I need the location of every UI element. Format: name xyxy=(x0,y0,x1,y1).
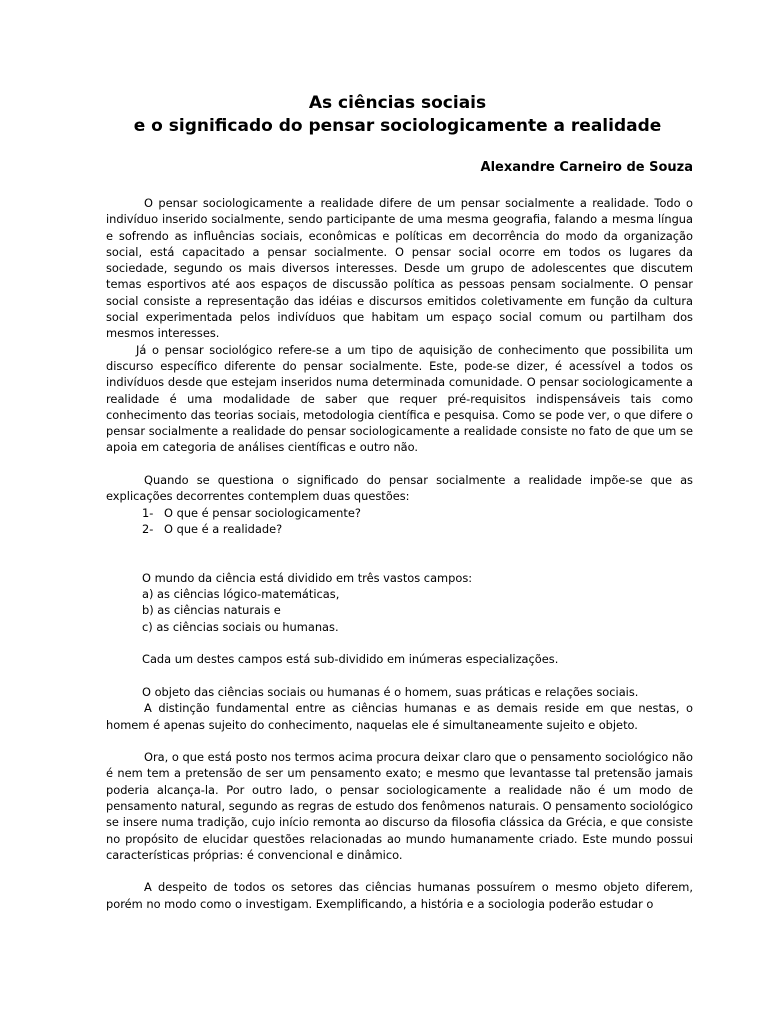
questions-list xyxy=(106,505,693,538)
title-line-2: e o significado do pensar sociologicamente a realidade xyxy=(133,116,662,136)
document-title xyxy=(100,92,695,138)
paragraph-8: Ora, o que está posto nos termos acima procura deixar claro que o pensamento sociológico não é nem tem a pretensão de ser um pensamento exato; e mesmo que levantasse tal pretensão jamais poderia alcança-la. Por outro lado, o pensar sociologicamente a realidade não é um modo de pensamento natural, segundo as regras de estudo dos fenômenos naturais. O pensamento sociológico se insere numa tradição, cujo início remonta ao discurso da filosofia clássica da Grécia, e que consiste no propósito de elucidar questões relacionadas ao mundo humanamente criado. Este mundo possui características próprias: é convencional e dinâmico. xyxy=(106,750,693,862)
list-number: 1- xyxy=(142,505,154,520)
list-item: c) as ciências sociais ou humanas. xyxy=(142,619,339,634)
paragraph-5: Cada um destes campos está sub-dividido em inúmeras especializações. xyxy=(142,652,559,667)
list-item xyxy=(106,521,693,537)
paragraph-4: O mundo da ciência está dividido em três vastos campos: xyxy=(142,570,473,585)
paragraph-2: Já o pensar sociológico refere-se a um tipo de aquisição de conhecimento que possibilita um discurso específico diferente do pensar socialmente. Este, pode-se dizer, é acessível a todos os indivíduos desde que estejam inseridos numa determinada comunidade. O pensar sociologicamente a realidade é uma modalidade de saber que requer pré-requisitos indispensáveis tais como conhecimento das teorias sociais, metodologia científica e pesquisa. Como se pode ver, o que difere o pensar socialmente a realidade do pensar sociologicamente a realidade consiste no fato de que um se apoia em categoria de análises científicas e outro não. xyxy=(106,342,693,455)
list-item: a) as ciências lógico-matemáticas, xyxy=(142,587,340,602)
list-item xyxy=(106,505,693,521)
paragraph-3: Quando se questiona o significado do pensar socialmente a realidade impõe-se que as explicações decorrentes contemplem duas questões: xyxy=(106,473,693,504)
list-text: O que é a realidade? xyxy=(164,521,283,536)
list-number: 2- xyxy=(142,521,154,536)
list-text: O que é pensar sociologicamente? xyxy=(164,505,361,520)
paragraph-6: O objeto das ciências sociais ou humanas é o homem, suas práticas e relações sociais. xyxy=(142,684,639,699)
document-body xyxy=(106,195,693,912)
paragraph-7: A distinção fundamental entre as ciências humanas e as demais reside em que nestas, o homem é apenas sujeito do conhecimento, naquelas ele é simultaneamente sujeito e objeto. xyxy=(106,701,693,732)
author-name: Alexandre Carneiro de Souza xyxy=(480,160,693,175)
title-line-1: As ciências sociais xyxy=(308,93,487,113)
list-item: b) as ciências naturais e xyxy=(142,603,281,618)
paragraph-9: A despeito de todos os setores das ciências humanas possuírem o mesmo objeto diferem, porém no modo como o investigam. Exemplificando, a história e a sociologia poderão estudar o xyxy=(106,880,693,911)
paragraph-1: O pensar sociologicamente a realidade difere de um pensar socialmente a realidade. Todo o indivíduo inserido socialmente, sendo participante de uma mesma geografia, falando a mesma língua e sofrendo as influências sociais, econômicas e políticas em decorrência do modo da organização social, está capacitado a pensar socialmente. O pensar social ocorre em todos os lugares da sociedade, segundo os mais diversos interesses. Desde um grupo de adolescentes que discutem temas esportivos até aos espaços de discussão política as pessoas pensam socialmente. O pensar social consiste a representação das idéias e discursos emitidos coletivamente em função da cultura social experimentada pelos indivíduos que habitam um espaço social comum ou partilham dos mesmos interesses. xyxy=(106,196,693,341)
